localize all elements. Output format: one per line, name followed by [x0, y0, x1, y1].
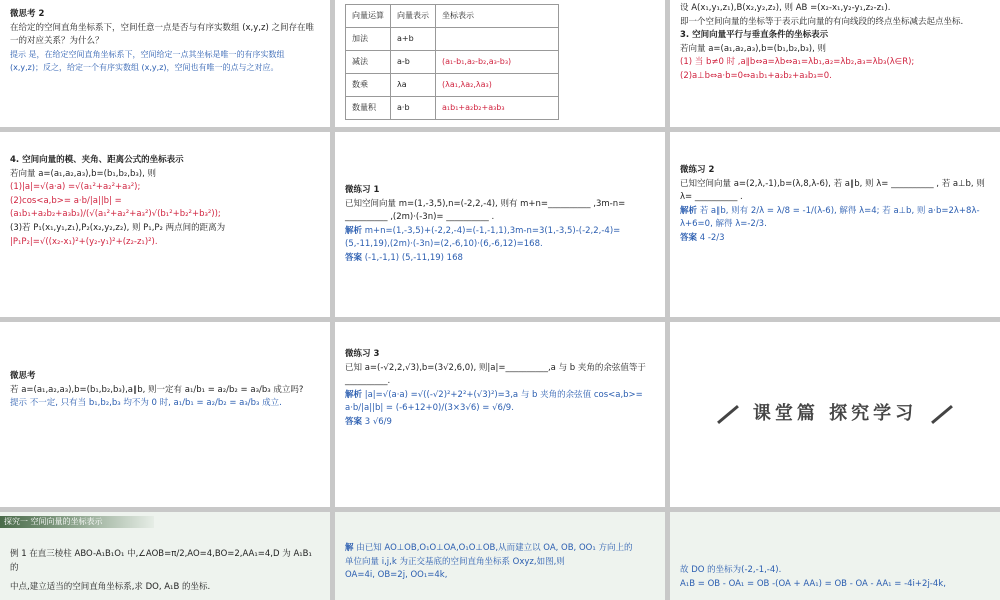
analysis-block [680, 205, 990, 232]
text-line: 设 A(x₁,y₁,z₁),B(x₂,y₂,z₂), 则 AB =(x₂-x₁,y₂-y₁,z₂-z₁). [680, 3, 891, 13]
question-text: 在给定的空间直角坐标系下，空间任意一点是否与有序实数组 (x,y,z) 之间存在唯一的对应关系？为什么？ [10, 22, 314, 47]
answer-text: 4 -2/3 [699, 232, 725, 243]
slide-title: 微练习 1 [345, 185, 380, 195]
slide-parallel-perpendicular[interactable] [670, 0, 1000, 127]
answer-text: (-1,-1,1) (5,-11,19) 168 [364, 252, 463, 263]
text-line: 单位向量 i,j,k 为正交基底的空间直角坐标系 Oxyz,如图,则 [345, 556, 565, 567]
table-header: 向量运算 [346, 5, 391, 28]
table-cell: a+b [391, 28, 436, 51]
section-heading: 3. 空间向量平行与垂直条件的坐标表示 [680, 30, 829, 41]
text-line: 即一个空间向量的坐标等于表示此向量的有向线段的终点坐标减去起点坐标. [680, 16, 964, 27]
question-text: 已知空间向量 m=(1,-3,5),n=(-2,2,-4), 则有 m+n=__________ ,3m-n= __________ ,(2m)·(-3n)= __________ . [345, 198, 626, 223]
slide-example-1[interactable] [0, 512, 330, 600]
table-cell [436, 28, 559, 51]
question-text: 已知空间向量 a=(2,λ,-1),b=(λ,8,λ-6), 若 a∥b, 则 λ= __________ , 若 a⊥b, 则 λ= __________ . [680, 178, 985, 203]
analysis-text: m+n=(1,-3,5)+(-2,2,-4)=(-1,-1,1),3m-n=3(1,-3,5)-(-2,2,-4)=(5,-11,19),(2m)·(-3n)=(2,-6,10)·(6,-6,12)=168. [345, 225, 621, 250]
analysis-label: 解析 [345, 225, 363, 236]
tip-text: 不一定, 只有当 b₁,b₂,b₃ 均不为 0 时, a₁/b₁ = a₂/b₂ = a₃/b₃ 成立. [29, 398, 282, 409]
solution-block [345, 542, 655, 556]
text-line: 故 DO 的坐标为(-2,-1,-4). [680, 565, 782, 575]
slide-micro-exercise-2[interactable] [670, 132, 1000, 317]
table-header: 坐标表示 [436, 5, 559, 28]
formula-line: (2)cos<a,b>= a·b/|a||b| = (a₁b₁+a₂b₂+a₃b₃)/(√(a₁²+a₂²+a₃²)√(b₁²+b₂²+b₃²)); [10, 195, 221, 220]
table-cell: a·b [391, 97, 436, 120]
tip-label: 提示 [10, 398, 28, 409]
table-cell: a-b [391, 51, 436, 74]
slide-title: 微思考 [10, 371, 36, 381]
table-cell: (a₁-b₁,a₂-b₂,a₃-b₃) [436, 51, 559, 74]
analysis-text: |a|=√(a·a) =√((-√2)²+2²+(√3)²)=3,a 与 b 夹角的余弦值 cos<a,b>= a·b/|a||b| = (-6+12+0)/(3×3√6) = √6/9. [345, 389, 643, 414]
slide-title: 微练习 2 [680, 165, 715, 175]
answer-block [345, 252, 655, 266]
slide-operations-table[interactable] [335, 0, 665, 127]
answer-block [680, 232, 990, 246]
table-row [346, 51, 559, 74]
formula-line: |P₁P₂|=√((x₂-x₁)²+(y₂-y₁)²+(z₂-z₁)²). [10, 236, 158, 247]
analysis-block [345, 389, 655, 416]
table-row [346, 74, 559, 97]
slide-micro-think-2[interactable] [0, 0, 330, 127]
question-text: 若 a=(a₁,a₂,a₃),b=(b₁,b₂,b₃),a∥b, 则一定有 a₁/b₁ = a₂/b₂ = a₃/b₃ 成立吗? [10, 384, 304, 395]
slide-micro-think[interactable] [0, 322, 330, 507]
table-cell: 减法 [346, 51, 391, 74]
solution-text: 由已知 AO⊥OB,O₁O⊥OA,O₁O⊥OB,从而建立以 OA, OB, OO₁ 方向上的 [356, 543, 633, 553]
analysis-text: 若 a∥b, 则有 2/λ = λ/8 = -1/(λ-6), 解得 λ=4; 若 a⊥b, 则 a·b=2λ+8λ-λ+6=0, 解得 λ=-2/3. [680, 205, 980, 230]
analysis-block [345, 225, 655, 252]
text-line: OA=4i, OB=2j, OO₁=4k, [345, 570, 448, 581]
slash-icon [717, 405, 739, 424]
section-heading: 4. 空间向量的模、夹角、距离公式的坐标表示 [10, 155, 184, 165]
banner-title: 课堂篇 探究学习 [752, 403, 918, 425]
text-line: 中点,建立适当的空间直角坐标系,求 DO, A₁B 的坐标. [10, 582, 211, 593]
table-header: 向量表示 [391, 5, 436, 28]
table-row [346, 28, 559, 51]
answer-label: 答案 [345, 252, 363, 263]
slide-magnitude-angle-distance[interactable] [0, 132, 330, 317]
operation-table [345, 4, 559, 120]
banner [670, 322, 1000, 507]
solution-label: 解 [345, 543, 354, 553]
answer-block [345, 416, 655, 430]
text-line: (2)a⊥b⇔a·b=0⇔a₁b₁+a₂b₂+a₃b₃=0. [680, 70, 832, 81]
answer-text: 3 √6/9 [364, 416, 392, 427]
text-line: (3)若 P₁(x₁,y₁,z₁),P₂(x₂,y₂,z₂), 则 P₁,P₂ 两点间的距离为 [10, 222, 226, 233]
tip-block [10, 49, 320, 75]
analysis-label: 解析 [680, 205, 698, 216]
table-cell: λa [391, 74, 436, 97]
slide-title: 微练习 3 [345, 349, 380, 359]
answer-label: 答案 [680, 232, 698, 243]
slide-section-banner[interactable] [670, 322, 1000, 507]
question-text: 已知 a=(-√2,2,√3),b=(3√2,6,0), 则|a|=__________,a 与 b 夹角的余弦值等于__________. [345, 362, 646, 387]
slash-icon [931, 405, 953, 424]
table-cell: a₁b₁+a₂b₂+a₃b₃ [436, 97, 559, 120]
analysis-label: 解析 [345, 389, 363, 400]
text-line: (1) 当 b≠0 时 ,a∥b⇔a=λb⇔a₁=λb₁,a₂=λb₂,a₃=λb₃(λ∈R); [680, 57, 915, 68]
text-line: 若向量 a=(a₁,a₂,a₃),b=(b₁,b₂,b₃), 则 [10, 168, 156, 179]
tip-label: 提示 [10, 49, 26, 59]
slide-title: 微思考 2 [10, 9, 45, 19]
answer-label: 答案 [345, 416, 363, 427]
table-header-row [346, 5, 559, 28]
slide-micro-exercise-3[interactable] [335, 322, 665, 507]
slide-example-continued[interactable] [670, 512, 1000, 600]
text-line: 若向量 a=(a₁,a₂,a₃),b=(b₁,b₂,b₃), 则 [680, 43, 826, 54]
table-cell: 数乘 [346, 74, 391, 97]
tip-block [10, 397, 320, 411]
text-line: 例 1 在直三棱柱 ABO-A₁B₁O₁ 中,∠AOB=π/2,AO=4,BO=2,AA₁=4,D 为 A₁B₁ 的 [10, 549, 312, 573]
section-tag: 探究一 空间向量的坐标表示 [0, 516, 154, 528]
slide-micro-exercise-1[interactable] [335, 132, 665, 317]
formula-line: (1)|a|=√(a·a) =√(a₁²+a₂²+a₃²); [10, 182, 141, 193]
tip-text: 是，在给定空间直角坐标系下，空间给定一点其坐标是唯一的有序实数组 (x,y,z)；反之，给定一个有序实数组 (x,y,z)，空间也有唯一的点与之对应。 [10, 49, 285, 72]
table-cell: 加法 [346, 28, 391, 51]
table-cell: 数量积 [346, 97, 391, 120]
text-line: A₁B = OB - OA₁ = OB -(OA + AA₁) = OB - OA - AA₁ = -4i+2j-4k, [680, 578, 946, 589]
table-row [346, 97, 559, 120]
table-cell: (λa₁,λa₂,λa₃) [436, 74, 559, 97]
slide-example-solution[interactable] [335, 512, 665, 600]
